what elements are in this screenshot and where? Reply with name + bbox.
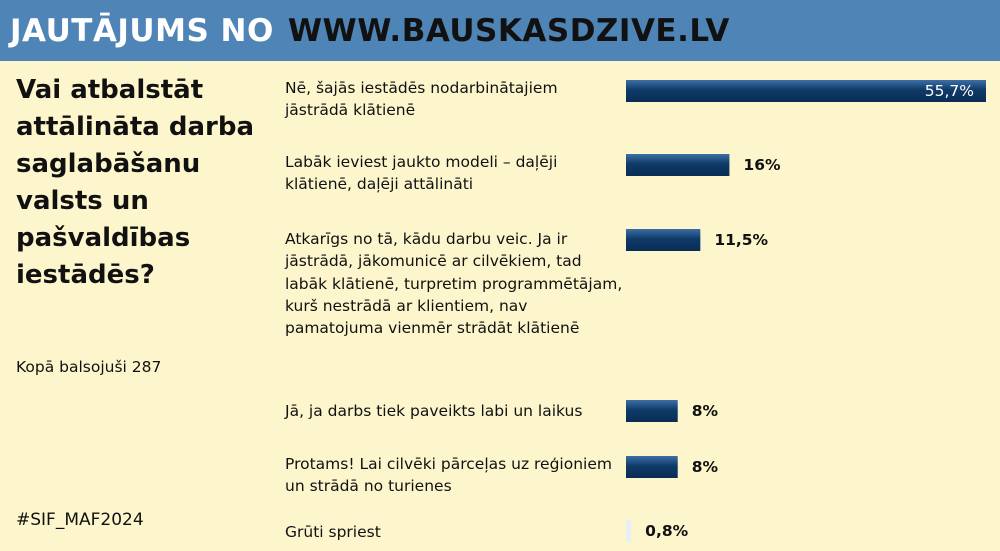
hashtag: #SIF_MAF2024	[16, 510, 144, 530]
bar-6	[626, 520, 631, 542]
banner-site: WWW.BAUSKASDZIVE.LV	[287, 12, 730, 49]
answer-label-3: Atkarīgs no tā, kādu darbu veic. Ja ir jāstrādā, jākomunicē ar cilvēkiem, tad labāk klātienē, turpretim programmētājam, kurš nestrādā ar klientiem, nav pamatojuma vienmēr strādāt klātienē	[285, 230, 623, 338]
bar-value-label-2: 16%	[743, 156, 781, 174]
bar-5	[626, 456, 678, 478]
bar-4	[626, 400, 678, 422]
bar-value-label-3: 11,5%	[714, 231, 769, 249]
bar-value-label-1: 55,7%	[924, 82, 974, 100]
bar-value-label-6: 0,8%	[645, 522, 689, 540]
answer-label-4: Jā, ja darbs tiek paveikts labi un laikus	[285, 402, 583, 420]
bar-value-label-5: 8%	[691, 458, 719, 476]
vote-count: Kopā balsojuši 287	[16, 358, 162, 376]
bar-2	[626, 154, 729, 176]
answer-label-5: Protams! Lai cilvēki pārceļas uz reģioniem un strādā no turienes	[285, 455, 612, 496]
answer-label-1: Nē, šajās iestādēs nodarbinātajiem jāstrādā klātienē	[285, 79, 558, 120]
answer-label-2: Labāk ieviest jaukto modeli – daļēji klātienē, daļēji attālināti	[285, 153, 558, 194]
bar-3	[626, 229, 700, 251]
banner-prefix: JAUTĀJUMS NO	[10, 12, 274, 49]
answer-label-6: Grūti spriest	[285, 523, 381, 541]
bar-value-label-4: 8%	[691, 402, 719, 420]
poll-question: Vai atbalstāt attālināta darba saglabāšanu valsts un pašvaldības iestādēs?	[16, 75, 254, 290]
